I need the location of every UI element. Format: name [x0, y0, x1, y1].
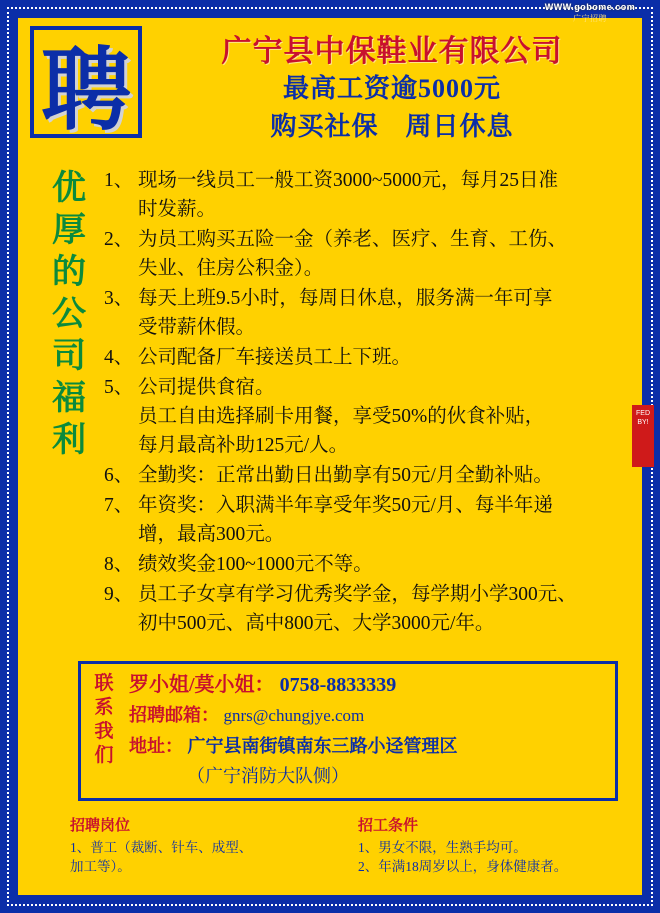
- list-item-text: [138, 343, 632, 372]
- list-item: [104, 284, 632, 342]
- bottom-sections: [70, 814, 626, 876]
- list-item-number: 8、: [104, 554, 134, 575]
- contact-label-char-1: 联: [94, 673, 114, 694]
- contact-phone[interactable]: 0758-8833339: [279, 674, 397, 696]
- list-item-number: 4、: [104, 347, 134, 368]
- positions-title: 招聘岗位: [70, 818, 131, 834]
- benefits-list: [104, 166, 632, 639]
- poster-body: [18, 18, 642, 895]
- contact-email-line: [129, 700, 607, 731]
- list-item-text: [138, 166, 632, 224]
- list-item-line: 每月最高补助125元/人。: [138, 435, 349, 456]
- contact-person-label: 罗小姐/莫小姐：: [129, 674, 275, 696]
- watermark-url: WWW.gobome.com: [544, 2, 636, 12]
- contact-address-label: 地址：: [129, 736, 183, 756]
- list-item: [104, 491, 632, 549]
- list-item: [104, 580, 632, 638]
- list-item-text: [138, 225, 632, 283]
- list-item-text: [138, 373, 632, 460]
- side-sticker-line2: BY!: [637, 419, 649, 426]
- contact-address: 广宁县南街镇南东三路小迳管理区: [187, 736, 458, 756]
- list-item-line: 全勤奖：正常出勤日出勤享有50元/月全勤补贴。: [138, 465, 553, 486]
- list-item-line: 初中500元、高中800元、大学3000元/年。: [138, 613, 495, 634]
- list-item-text: [138, 580, 632, 638]
- list-item-number: 1、: [104, 170, 134, 191]
- slogan-char-7: 利: [52, 422, 86, 459]
- requirements-box: [358, 814, 626, 876]
- slogan-char-6: 福: [52, 380, 86, 417]
- list-item-number: 9、: [104, 584, 134, 605]
- headline-salary: 最高工资逾5000元: [282, 74, 501, 103]
- contact-email-label: 招聘邮箱：: [129, 705, 219, 725]
- list-item-line: 失业、住房公积金）。: [138, 258, 324, 279]
- list-item: [104, 550, 632, 579]
- side-sticker-line1: FED: [636, 410, 650, 417]
- contact-person-line: [129, 670, 607, 700]
- list-item-text: [138, 284, 632, 342]
- list-item-line: 公司配备厂车接送员工上下班。: [138, 347, 412, 368]
- contact-label-char-3: 我: [94, 721, 114, 742]
- list-item-line: 为员工购买五险一金（养老、医疗、生育、工伤、: [138, 229, 568, 250]
- site-watermark: [530, 2, 650, 28]
- list-item-number: 6、: [104, 465, 134, 486]
- contact-address-line: [129, 731, 607, 761]
- list-item-number: 2、: [104, 229, 134, 250]
- contact-address-line2: （广宁消防大队侧）: [187, 766, 349, 786]
- list-item-line: 员工自由选择刷卡用餐，享受50%的伙食补贴，: [138, 406, 545, 427]
- slogan-char-1: 优: [52, 170, 86, 207]
- list-item-number: 5、: [104, 377, 134, 398]
- positions-line: 1、普工（裁断、针车、成型、: [70, 840, 253, 855]
- list-item-line: 公司提供食宿。: [138, 377, 275, 398]
- list-item-line: 绩效奖金100~1000元不等。: [138, 554, 373, 575]
- list-item-text: [138, 550, 632, 579]
- contact-email[interactable]: gnrs@chungjye.com: [223, 706, 365, 725]
- slogan-char-3: 的: [52, 254, 86, 291]
- list-item-line: 增，最高300元。: [138, 524, 285, 545]
- list-item-number: 3、: [104, 288, 134, 309]
- list-item: [104, 343, 632, 372]
- slogan-char-2: 厚: [52, 212, 86, 249]
- requirements-line: 1、男女不限，生熟手均可。: [358, 840, 527, 855]
- requirements-line: 2、年满18周岁以上，身体健康者。: [358, 859, 568, 874]
- contact-box: [78, 661, 618, 801]
- list-item: [104, 461, 632, 490]
- list-item-line: 时发薪。: [138, 199, 217, 220]
- list-item: [104, 373, 632, 460]
- list-item-text: [138, 461, 632, 490]
- positions-line: 加工等）。: [70, 859, 131, 874]
- contact-label: [89, 672, 119, 768]
- vertical-slogan: [40, 168, 98, 462]
- contact-details: [129, 670, 607, 791]
- poster-header: [18, 18, 642, 146]
- company-name: 广宁县中保鞋业有限公司: [221, 35, 563, 68]
- list-item-line: 现场一线员工一般工资3000~5000元，每月25日准: [138, 170, 559, 191]
- slogan-char-5: 司: [52, 338, 86, 375]
- list-item: [104, 166, 632, 224]
- list-item-text: [138, 491, 632, 549]
- list-item-line: 年资奖：入职满半年享受年奖50元/月、每半年递: [138, 495, 553, 516]
- contact-label-char-4: 们: [94, 745, 114, 766]
- list-item-line: 受带薪休假。: [138, 317, 256, 338]
- watermark-subtitle: 广宁招聘: [573, 14, 607, 23]
- contact-label-char-2: 系: [94, 697, 114, 718]
- list-item-number: 7、: [104, 495, 134, 516]
- requirements-title: 招工条件: [358, 818, 419, 834]
- recruit-char: 聘: [41, 42, 131, 141]
- list-item-line: 每天上班9.5小时，每周日休息，服务满一年可享: [138, 288, 553, 309]
- slogan-char-4: 公: [52, 296, 86, 333]
- positions-box: [70, 814, 338, 876]
- side-sticker: [632, 405, 654, 467]
- headline-benefits: 购买社保 周日休息: [270, 112, 514, 141]
- list-item-line: 员工子女享有学习优秀奖学金，每学期小学300元、: [138, 584, 577, 605]
- list-item: [104, 225, 632, 283]
